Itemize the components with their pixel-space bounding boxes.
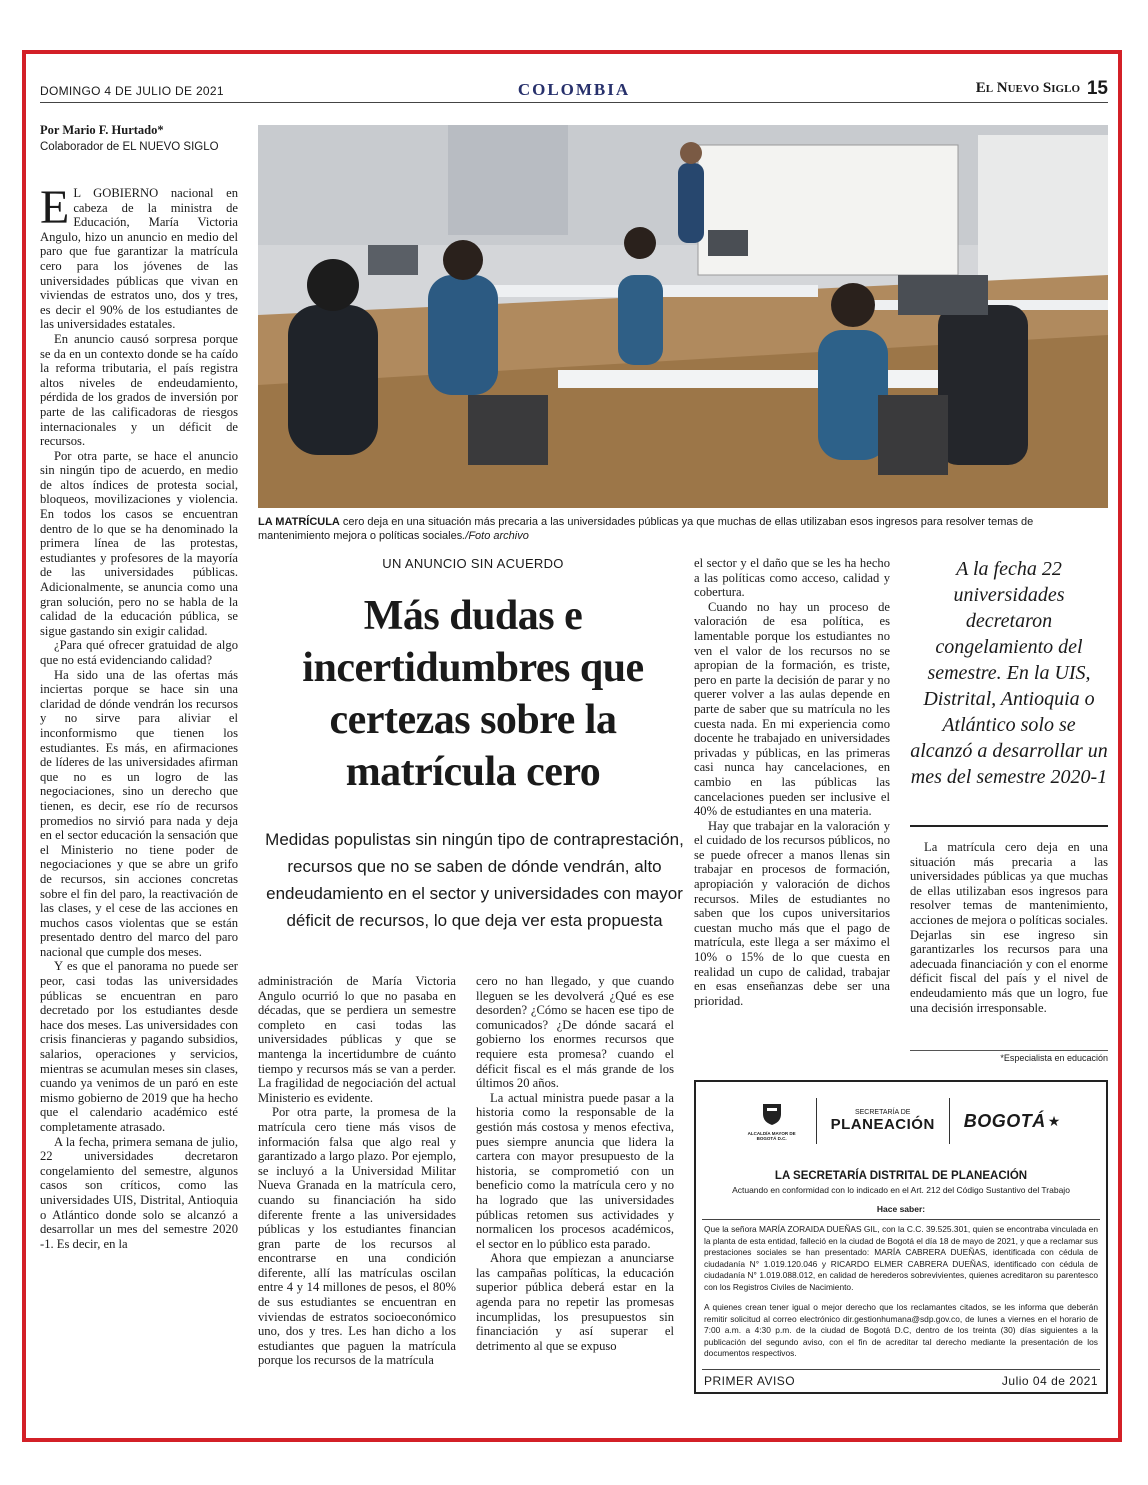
star-icon: ★ xyxy=(1047,1112,1061,1129)
paragraph: administración de María Victoria Angulo ocurrió lo que no pasaba en décadas, que se perdiera un semestre completo en casi todas las universidades públicas y que se mantenga la incertidumbre de cuánto tiempo y recursos más se van a perder. La fragilidad de negociación del actual Ministerio es evidente. xyxy=(258,974,456,1105)
issue-date: DOMINGO 4 DE JULIO DE 2021 xyxy=(40,84,224,98)
author-name: Por Mario F. Hurtado* xyxy=(40,123,164,137)
byline xyxy=(40,122,240,155)
author-role: Colaborador de EL NUEVO SIGLO xyxy=(40,141,219,153)
paragraph: Y es que el panorama no puede ser peor, casi todas las universidades públicas se encuentran en paro decretado por los estudiantes desde hace dos meses. Las universidades con crisis financieras y pagando subsidios, salarios, operaciones y servicios, mientras se acumulan meses sin clases, cuando ya venimos de un paró en este mismo gobierno de 2019 que ha hecho que el calendario académico esté completamente atrasado. xyxy=(40,959,238,1134)
paragraph: Ha sido una de las ofertas más inciertas porque se hace sin una claridad de dónde vendrán los recursos y no sirve para aliviar el inconformismo que tienen los estudiantes. Es más, en afirmaciones de líderes de las universidades afirman que no es un logro de las negociaciones, sino un derecho que tienen, es decir, ese río de recursos promedios no sirvió para nada y deja en el sector educación la sensación que el Ministerio no tiene poder de negociaciones y que se abre un grifo de recursos, sin acciones concretas sobre el fin del paro, la reactivación de las clases, y el cese de las acciones en muchos casos violentas que se están presentado dentro del marco del paro nacional que cumple dos meses. xyxy=(40,667,238,959)
paragraph: cero no han llegado, y que cuando lleguen se les devolverá ¿Qué es ese desorden? ¿Cómo se hacen ese tipo de comunicados? ¿De dónde sacará el gobierno los enormes recursos que requiere esta promesa? cuando el déficit fiscal es el más grande de los últimos 20 años. xyxy=(476,974,674,1091)
notice-footer-rule xyxy=(702,1369,1100,1370)
paragraph: Por otra parte, la promesa de la matrícula cero tiene más visos de información falsa que algo real y garantizado a largo plazo. Por ejemplo, se incluyó a la Universidad Militar Nueva Granada en la matrícula cero, cuando su financiación ha sido diferente frente a las universidades públicas y los estudiantes financian gran parte de los recursos al encontrarse en una condición diferente, allí las matrículas oscilan entre 4 y 14 millones de pesos, el 80% de sus estudiantes se encuentran en viviendas de estratos socioeconómico uno, dos y tres. Les han dicho a los estudiantes que paguen la matrícula porque los recursos de la matrícula xyxy=(258,1105,456,1368)
notice-footer-right: Julio 04 de 2021 xyxy=(1001,1374,1098,1388)
article-column-2 xyxy=(258,974,456,1368)
article-column-4 xyxy=(694,556,890,1008)
photo-caption xyxy=(258,515,1108,543)
paragraph: Cuando no hay un proceso de valoración de esa política, es lamentable porque los estudiantes no ven el valor de los recursos no se apropian de la formación, es triste, pero en parte la decisión de parar y no querer volver a las aulas depende en parte de saber que su matrícula no les cuesta nada. En mi experiencia como docente he trabajado en universidades privadas y públicas, en las primeras casi nunca hay cancelaciones, en cambio en las públicas las cancelaciones pueden ser inclusive el 40% de estudiantes en una materia. xyxy=(694,599,890,819)
section-name: COLOMBIA xyxy=(517,80,631,99)
caption-credit: ./Foto archivo xyxy=(462,530,529,542)
notice-footer xyxy=(704,1374,1098,1388)
alcaldia-logo xyxy=(728,1098,816,1144)
author-note: *Especialista en educación xyxy=(910,1050,1108,1063)
paragraph: La matrícula cero deja en una situación más precaria a las universidades públicas ya que muchas de ellas utilizaban esos ingresos para resolver temas de mantenimiento, acciones de mejora o políticas sociales. Dejarlas sin ese ingreso sin garantizarles los recursos para una adecuada financiación y con el enorme déficit fiscal del país y el nivel de endeudamiento más que un logro, fue una decisión irresponsable. xyxy=(910,840,1108,1015)
legal-notice xyxy=(694,1080,1108,1394)
paragraph: Ahora que empiezan a anunciarse las campañas políticas, la educación superior pública deberá estar en la agenda para no repetir las promesas incumplidas, los presupuestos sin financiación y así superar el detrimento al que se expuso xyxy=(476,1251,674,1353)
paragraph: el sector y el daño que se les ha hecho a las políticas como acceso, calidad y cobertura. xyxy=(694,556,890,600)
paragraph xyxy=(40,181,238,332)
notice-subtitle: Actuando en conformidad con lo indicado en el Art. 212 del Código Sustantivo del Trabajo xyxy=(732,1185,1070,1195)
deck: Medidas populistas sin ningún tipo de contraprestación, recursos que no se saben de dónde vendrán, alto endeudamiento en el sector y universidades con mayor déficit de recursos, lo que deja ver esta propuesta xyxy=(265,830,684,930)
article-column-3 xyxy=(476,974,674,1353)
notice-footer-left: PRIMER AVISO xyxy=(704,1374,796,1388)
pull-quote-rule xyxy=(910,825,1108,827)
headline: Más dudas e incertidumbres que certezas sobre la matrícula cero xyxy=(302,593,644,795)
paragraph: En anuncio causó sorpresa porque se da en un contexto donde se ha caído la reforma tributaria, el país registra altos niveles de endeudamiento, pérdida de los grados de inversión por parte de las calificadoras de riesgos internacionales y un déficit de recursos. xyxy=(40,331,238,449)
alcaldia-name: ALCALDÍA MAYOR DE BOGOTÁ D.C. xyxy=(747,1130,796,1141)
secretaria-small: SECRETARÍA DE xyxy=(854,1109,911,1116)
paragraph: La actual ministra puede pasar a la historia como la responsable de la gestión más costosa y menos efectiva, pues siempre anuncia que lidera la cartera con mayor presupuesto de la historia, se comprometió con un beneficio como la matrícula cero y no ha logrado que las universidades públicas retomen sus actividades y normalicen los procesos académicos, el sector en lo público esta parado. xyxy=(476,1090,674,1251)
paragraph-text: L GOBIERNO nacional en cabeza de la ministra de Educación, María Victoria Angulo, hizo un anuncio en medio del paro que fue garantizar la matrícula cero para los jóvenes de las universidades públicas que vivan en viviendas de estratos uno, dos y tres, es decir el 90% de los estudiantes de las universidades estatales. xyxy=(40,186,238,332)
paragraph: Por otra parte, se hace el anuncio sin ningún tipo de acuerdo, en medio de altos índices de protesta social, bloqueos, movilizaciones y violencia. En todos los casos se encuentran dentro de lo que se ha denominado la primera línea de las protestas, estudiantes y profesores de la mayoría de las universidades públicas. Adicionalmente, se anuncia como una gran solución, pero no se habla de la calidad de la educación pública, se sigue gastando sin exigir calidad. xyxy=(40,448,238,638)
paragraph: A la fecha, primera semana de julio, 22 universidades decretaron congelamiento del semestre, algunos casos son críticos, como las universidades UIS, Distrital, Antioquia o Atlántico donde solo se alcanzó a desarrollar un mes del semestre 2020 -1. Es decir, en la xyxy=(40,1134,238,1251)
notice-rule xyxy=(702,1219,1100,1220)
bogota-logo xyxy=(949,1098,1075,1144)
paragraph: ¿Para qué ofrecer gratuidad de algo que no está evidenciando calidad? xyxy=(40,638,238,667)
newspaper-name: El Nuevo Siglo xyxy=(975,80,1080,96)
notice-hace-saber: Hace saber: xyxy=(876,1204,926,1214)
header-rule xyxy=(40,102,1108,103)
classroom-photo xyxy=(258,125,1108,508)
secretaria-big: PLANEACIÓN xyxy=(830,1116,935,1133)
notice-body-2: A quienes crean tener igual o mejor derecho que los reclamantes citados, se les informa que deberán remitir solicitud al correo electrónico dir.gestionhumana@sdp.gov.co, de lunes a viernes en el horario de 7:00 a.m. a 4:30 p.m. de la ciudad de Bogotá D.C, dentro de los treinta (30) días siguientes a la publicación del segundo aviso, con el fin de acreditar tal derecho mediante la presentación de los documentos respectivos. xyxy=(704,1302,1098,1359)
bogota-wordmark: BOGOTÁ xyxy=(963,1110,1046,1131)
article-column-5 xyxy=(910,840,1108,1015)
kicker: UN ANUNCIO SIN ACUERDO xyxy=(382,556,564,571)
caption-text: cero deja en una situación más precaria a las universidades públicas ya que muchas de ellas utilizaban esos ingresos para resolver temas de mantenimiento mejora o políticas sociales xyxy=(258,516,1034,542)
caption-lead: LA MATRÍCULA xyxy=(258,516,340,528)
notice-body-1: Que la señora MARÍA ZORAIDA DUEÑAS GIL, con la C.C. 39.525.301, quien se encontraba vinculada en la planta de esta entidad, falleció en la ciudad de Bogotá el día 18 de mayo de 2021, y que a reclamar sus prestaciones sociales se han presentado: MARÍA CABRERA DUEÑAS, identificada con cédula de ciudadanía N° 1.019.120.046 y RICARDO ELMER CABRERA DUEÑAS, identificado con cédula de ciudadanía N° 1.019.088.012, en calidad de herederos sobrevivientes, quienes acreditaron su parentesco con los Registros Civiles de Nacimiento. xyxy=(704,1224,1098,1292)
coat-of-arms-icon xyxy=(761,1102,783,1126)
pull-quote: A la fecha 22 universidades decretaron congelamiento del semestre. En la UIS, Distrital, Antioquia o Atlántico solo se alcanzó a desarrollar un mes del semestre 2020-1 xyxy=(910,558,1108,788)
article-column-1 xyxy=(40,181,238,1251)
notice-title: LA SECRETARÍA DISTRITAL DE PLANEACIÓN xyxy=(774,1170,1028,1182)
classroom-photo-image xyxy=(258,125,1108,508)
drop-cap: E xyxy=(40,181,70,234)
notice-logos xyxy=(696,1098,1106,1144)
secretaria-logo xyxy=(816,1098,949,1144)
page-number: 15 xyxy=(1086,78,1108,99)
paragraph: Hay que trabajar en la valoración y el cuidado de los recursos públicos, no se puede ofrecer a manos llenas sin trabajar en procesos de formación, apropiación y valoración de dichos recursos. Miles de estudiantes no saben que los cupos universitarios cuestan mucho más que el pago de matrícula, este llega a ser máximo el 10% o 15% de lo que cuesta en realidad un cupo de calidad, trabajar en esas enseñanzas debe ser una prioridad. xyxy=(694,818,890,1008)
